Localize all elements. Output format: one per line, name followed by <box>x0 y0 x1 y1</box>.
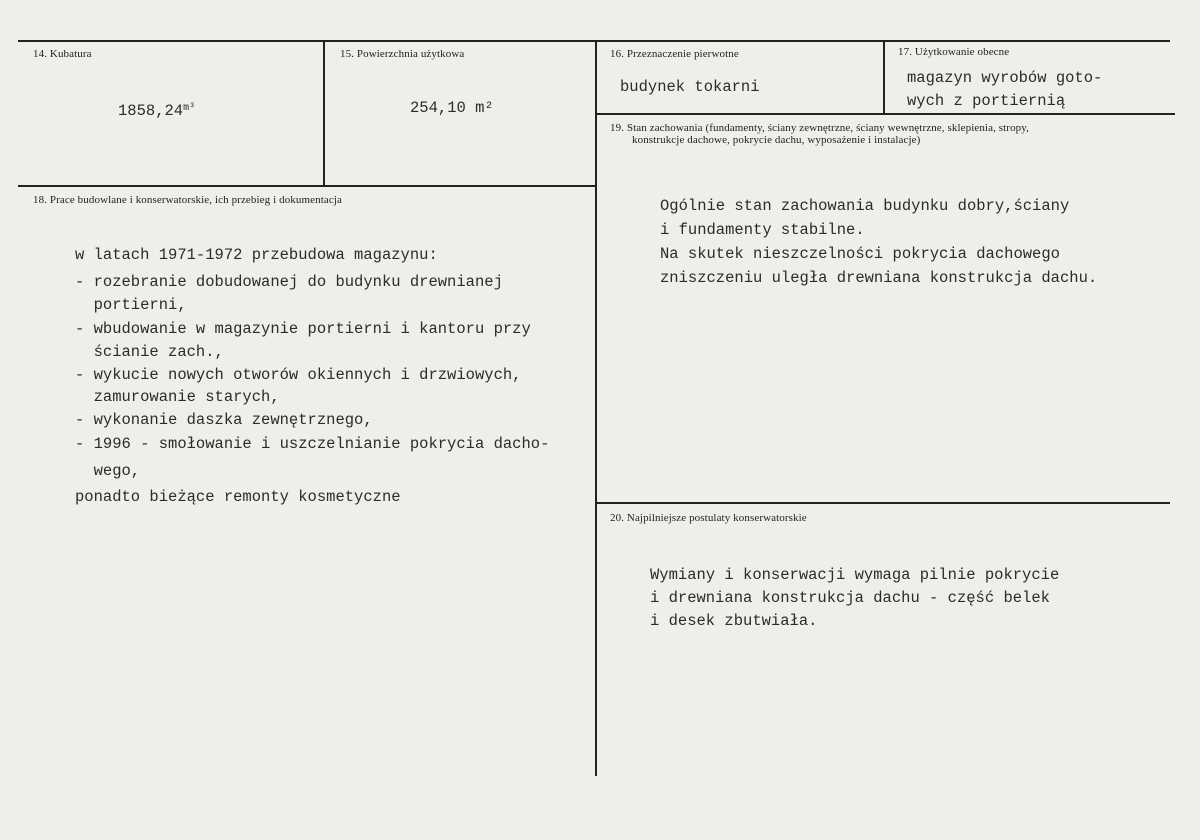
field-18-line: wego, <box>75 462 141 480</box>
field-20-label: 20. Najpilniejsze postulaty konserwatorskie <box>610 512 807 524</box>
field-14-label: 14. Kubatura <box>33 48 92 60</box>
field-19-label-line: konstrukcje dachowe, pokrycie dachu, wyposażenie i instalacje) <box>632 134 921 146</box>
field-18-line: portierni, <box>75 296 187 314</box>
field-19-line: Na skutek nieszczelności pokrycia dachowego <box>660 245 1060 263</box>
field-16-label: 16. Przeznaczenie pierwotne <box>610 48 739 60</box>
field-19-line: zniszczeniu uległa drewniana konstrukcja dachu. <box>660 269 1098 287</box>
field-15-label: 15. Powierzchnia użytkowa <box>340 48 465 60</box>
field-20-line: i desek zbutwiała. <box>650 612 818 630</box>
field-18-line: - rozebranie dobudowanej do budynku drewnianej <box>75 273 503 291</box>
field-20-line: Wymiany i konserwacji wymaga pilnie pokrycie <box>650 566 1060 584</box>
field-16-value: budynek tokarni <box>620 78 760 96</box>
field-18-label: 18. Prace budowlane i konserwatorskie, ich przebieg i dokumentacja <box>33 194 342 206</box>
field-18-line: - wykonanie daszka zewnętrznego, <box>75 411 373 429</box>
rule-under-19 <box>595 502 1170 504</box>
field-18-line: - wbudowanie w magazynie portierni i kantoru przy <box>75 320 531 338</box>
field-18-line: ponadto bieżące remonty kosmetyczne <box>75 488 401 506</box>
field-17-label: 17. Użytkowanie obecne <box>898 46 1010 58</box>
field-18-line: ścianie zach., <box>75 343 224 361</box>
field-17-line: wych z portiernią <box>907 92 1066 110</box>
field-18-line: zamurowanie starych, <box>75 388 280 406</box>
top-rule <box>18 40 1170 42</box>
field-19-line: i fundamenty stabilne. <box>660 221 865 239</box>
field-18-line: - wykucie nowych otworów okiennych i drzwiowych, <box>75 366 522 384</box>
field-17-line: magazyn wyrobów goto- <box>907 69 1103 87</box>
divider-16-17 <box>883 40 885 114</box>
divider-main <box>595 40 597 776</box>
rule-under-16-17 <box>595 113 1175 115</box>
volume-unit: m³ <box>183 103 196 114</box>
field-18-line: w latach 1971-1972 przebudowa magazynu: <box>75 246 438 264</box>
field-14-value <box>118 97 195 123</box>
field-20-line: i drewniana konstrukcja dachu - część belek <box>650 589 1050 607</box>
volume-value: 1858,24 <box>118 102 184 120</box>
divider-14-15 <box>323 40 325 186</box>
rule-under-14-15 <box>18 185 597 187</box>
field-19-label-line: 19. Stan zachowania (fundamenty, ściany zewnętrzne, ściany wewnętrzne, sklepienia, stropy, <box>610 122 1030 134</box>
field-15-value: 254,10 m² <box>410 99 494 117</box>
field-18-line: - 1996 - smołowanie i uszczelnianie pokrycia dacho- <box>75 435 550 453</box>
field-19-line: Ogólnie stan zachowania budynku dobry,ściany <box>660 197 1070 215</box>
